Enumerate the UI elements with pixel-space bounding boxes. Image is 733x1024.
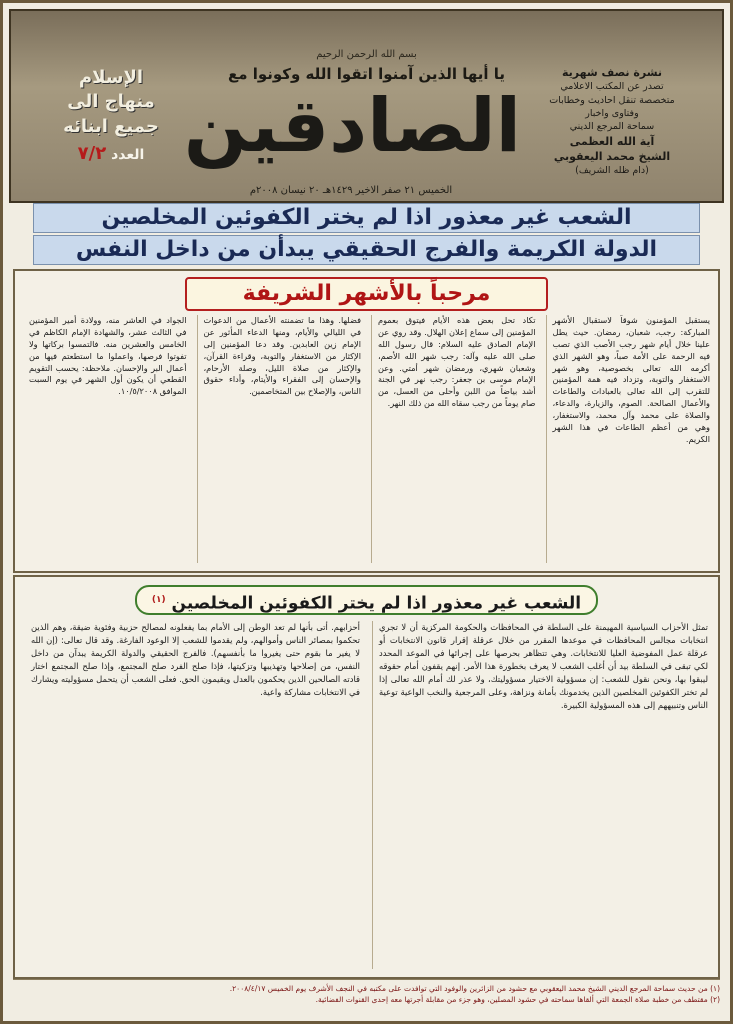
issue-number: ٧/٢ xyxy=(77,142,107,164)
footnotes xyxy=(13,979,720,1011)
issue-label: العدد xyxy=(111,146,145,163)
article-title xyxy=(135,585,598,615)
issue-date: الخميس ٢١ صفر الاخير ١٤٢٩هـ ٢٠ نيسان ٢٠٠٨م xyxy=(249,185,453,196)
article-column: تمثل الأحزاب السياسية المهيمنة على السلطة في المحافظات والحكومة المركزية أن لا تجري انتخابات مجالس المحافظات في موعدها المقرر من خلال عرقلة إقرار قانون الانتخابات أو عرقلة عمل المفوضية العليا للانتخابات. وهي تتظاهر بحرصها على إجرائها في الموعد المحدد لكي تبقى في السلطة بيد أن أغلب الشعب لا يعرف بخطورة هذا الأمر. إنهم يقفون أمام حقوقه ليبقوا بها، ونحن نقول للشعب: إن مسؤولية الاختيار مسؤوليتك، ولا عذر لك أمام الله تعالى إذا لم تختر الكفوئين المخلصين الذين يخدمونك بأمانة ونزاهة، وعلى المرجعية والنخب الواعية توعية الناس وتنبيههم إلى هذه المسؤولية الكبيرة. xyxy=(372,621,708,969)
slogan-line2: منهاج الى xyxy=(67,91,155,113)
article-column: فضلها. وهذا ما تضمنته الأعمال من الدعوات في الليالي والأيام، ومنها الدعاء المأثور عن الإمام زين العابدين. وقد دعا المؤمنين إلى الإكثار من الاستغفار والتوبة، وقراءة القرآن، والإكثار من صلاة الليل، وصلة الأرحام، والإحسان إلى الفقراء والأيتام، وأداء حقوق الناس، والإصلاح بين المتخاصمين. xyxy=(197,315,362,563)
article-column: تكاد تحل بعض هذه الأيام فيتوق بعموم المؤمنين إلى سماع إعلان الهلال. وقد روي عن الإمام الصادق عليه السلام: قال رسول الله صلى الله عليه وآله: رجب شهر الله الأصم، وشعبان شهري، ورمضان شهر أمتي. وعن الإمام موسى بن جعفر: رجب نهر في الجنة أشد بياضاً من اللبن وأحلى من العسل، من صام يوماً من رجب سقاه الله من ذلك النهر. xyxy=(371,315,536,563)
article-column: يستقبل المؤمنون شوقاً لاستقبال الأشهر المباركة: رجب، شعبان، رمضان. حيث يطل علينا خلال أيام شهر رجب الأصب الذي تصب فيه الرحمة على الأمة صباً، وهو الشهر الذي أكرمه الله تعالى بخصوصية، وهو شهر الاستغفار والتوبة، وتزداد فيه همة المؤمنين للتقرب إلى الله تعالى بالعبادات والطاعات والأعمال الصالحة. الصوم، والزيارة، والدعاء، والصلاة على محمد وآل محمد، والاستغفار، وهي من أعظم الطاعات في هذا الشهر الكريم. xyxy=(546,315,711,563)
article-title: مرحباً بالأشهر الشريفة xyxy=(185,277,548,311)
about-line2: تصدر عن المكتب الاعلامي xyxy=(560,81,664,93)
article-sacred-months xyxy=(13,269,720,573)
article-columns xyxy=(23,315,710,563)
about-line4: وفتاوى واخبار xyxy=(585,107,639,119)
about-line6: آية الله العظمى xyxy=(569,134,655,148)
footnote-marker: (١) xyxy=(151,595,166,605)
about-line8: (دام ظله الشريف) xyxy=(575,165,649,177)
footnote-1: (١) من حديث سماحة المرجع الديني الشيخ محمد اليعقوبي مع حشود من الزائرين والوفود التي توافدت على مكتبه في النجف الأشرف يوم الخميس ٢٠٠٨/٤/١٧. xyxy=(229,984,720,993)
newspaper-title: الصادقين xyxy=(183,83,521,169)
headline-1: الشعب غير معذور اذا لم يختر الكفوئين المخلصين xyxy=(33,203,700,233)
headline-2: الدولة الكريمة والفرج الحقيقي يبدأن من داخل النفس xyxy=(33,235,700,265)
slogan-line1: الإسلام xyxy=(78,67,144,88)
about-line7: الشيخ محمد اليعقوبي xyxy=(553,149,671,163)
bismillah: بسم الله الرحمن الرحيم xyxy=(316,49,417,60)
quran-verse: يا أيها الذين آمنوا اتقوا الله وكونوا مع xyxy=(227,65,506,83)
about-block xyxy=(532,65,692,178)
issue-badge xyxy=(51,143,171,164)
about-line5: سماحة المرجع الديني xyxy=(569,121,655,133)
slogan-block xyxy=(51,66,171,164)
article-people-not-excused xyxy=(13,575,720,979)
footnote-2: (٢) مقتطف من خطبة صلاة الجمعة التي ألقاها سماحته في حشود المصلين، وهو جزء من مقابلة أجرتها معه إحدى القنوات الفضائية. xyxy=(315,995,720,1005)
article-title-text: الشعب غير معذور اذا لم يختر الكفوئين المخلصين xyxy=(171,593,582,614)
about-line1: نشرة نصف شهرية xyxy=(561,66,663,79)
slogan-line3: جميع ابنائه xyxy=(63,115,159,137)
article-column: الجواد في العاشر منه، وولادة أمير المؤمنين في الثالث عشر، والشهادة الإمام الكاظم في الخامس والعشرين منه. فالتمسوا بركاتها ولا تفوتوا فرصها، واعملوا ما استطعتم فيها من أعمال البر والإحسان. ملاحظة: يحسب التقويم القطعي أن يكون أول الشهر في يوم السبت الموافق ١٠/٥/٢٠٠٨. xyxy=(29,315,187,397)
article-columns xyxy=(25,621,708,969)
about-line3: متخصصة تنقل احاديث وخطابات xyxy=(549,94,675,106)
article-column: أحزابهم. أتى بأنها لم تعد الوطن إلى الأمام بما يفعلونه لمصالح حزبية وفئوية ضيقة، وهم الذين تحكموا بمصائر الناس وأموالهم، ولم يقدموا للشعب إلا الوعود الفارغة. وقد قال تعالى: (إن الله لا يغير ما بقوم حتى يغيروا ما بأنفسهم). فالفرج الحقيقي والدولة الكريمة يبدآن من داخل النفس، من إصلاحها وتهذيبها وتزكيتها، فإذا صلح الفرد صلح المجتمع، وإذا صلح المجتمع اختار قادته الصالحين الذين يحكمون بالعدل ويقيمون الحق. فعلى الشعب أن يتحمل مسؤوليته ويشارك في الانتخابات مشاركة واعية. xyxy=(31,622,360,698)
masthead xyxy=(9,9,724,203)
